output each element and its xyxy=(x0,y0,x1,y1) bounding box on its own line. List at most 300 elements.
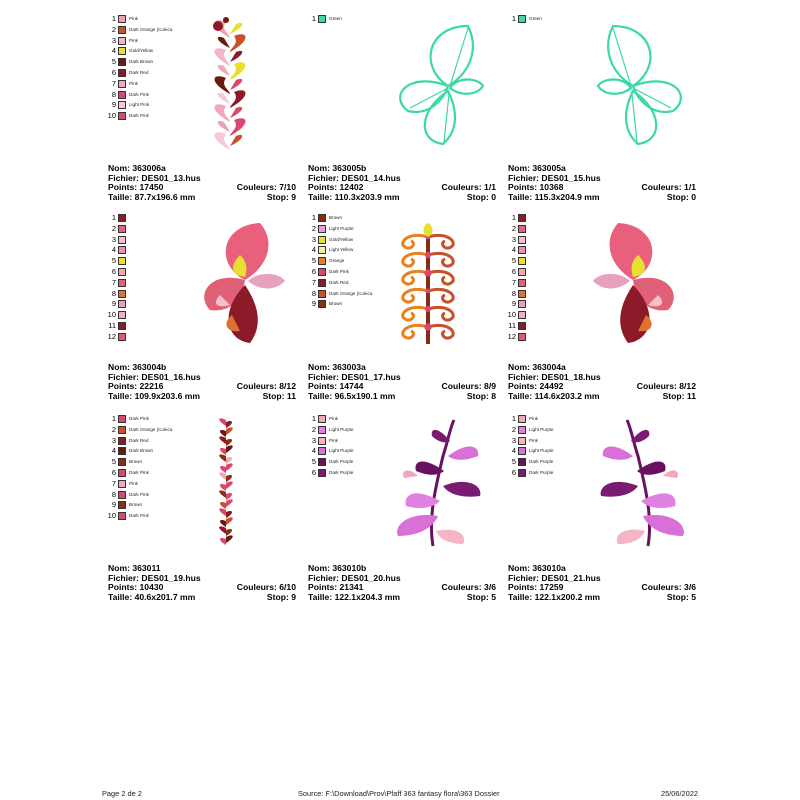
design-file: Fichier: DES01_20.hus xyxy=(308,572,401,583)
thread-color-row xyxy=(508,468,588,479)
thread-color-row xyxy=(108,310,188,321)
embroidery-design-image xyxy=(388,416,488,556)
thread-color-legend xyxy=(508,14,588,25)
design-points: Points: 10368 xyxy=(508,182,564,193)
design-size: Taille: 96.5x190.1 mm xyxy=(308,390,396,401)
thread-color-row xyxy=(108,245,188,256)
design-file: Fichier: DES01_16.hus xyxy=(108,371,201,382)
thread-color-row xyxy=(108,479,188,490)
thread-number: 6 xyxy=(311,467,316,477)
embroidery-design-image xyxy=(200,16,260,156)
thread-color-row xyxy=(108,25,188,36)
thread-number: 5 xyxy=(111,256,116,266)
thread-number: 1 xyxy=(111,14,116,23)
design-name: Nom: 363005a xyxy=(508,163,566,173)
thread-color-row xyxy=(108,299,188,310)
thread-swatch xyxy=(518,257,526,265)
thread-number: 4 xyxy=(111,446,116,456)
thread-color-row xyxy=(508,213,588,224)
thread-color-row xyxy=(508,14,588,25)
design-info xyxy=(108,164,298,202)
design-name: Nom: 363004a xyxy=(508,362,566,372)
thread-color-row xyxy=(508,457,588,468)
thread-number: 2 xyxy=(511,223,516,233)
design-info xyxy=(508,164,698,202)
thread-swatch xyxy=(318,225,326,233)
thread-swatch xyxy=(318,447,326,455)
design-card xyxy=(108,414,298,604)
thread-swatch xyxy=(118,333,126,341)
thread-color-row xyxy=(108,90,188,101)
thread-name: Brown xyxy=(129,459,143,465)
thread-number: 2 xyxy=(111,223,116,233)
thread-name: Pink xyxy=(129,37,138,43)
design-size: Taille: 122.1x204.3 mm xyxy=(308,591,401,602)
thread-name: Pink xyxy=(529,437,538,443)
thread-swatch xyxy=(318,214,326,222)
thread-name: Dark Pink xyxy=(129,91,149,97)
thread-swatch xyxy=(318,469,326,477)
design-colors-count: Couleurs: 8/12 xyxy=(236,381,296,392)
design-colors-count: Couleurs: 1/1 xyxy=(641,182,696,193)
thread-name: Brown xyxy=(329,301,343,307)
thread-number: 1 xyxy=(511,414,516,423)
thread-number: 1 xyxy=(511,213,516,222)
thread-name: Dark Purple xyxy=(329,459,354,465)
thread-color-row xyxy=(308,457,388,468)
thread-color-row xyxy=(308,414,388,425)
thread-color-row xyxy=(108,278,188,289)
thread-swatch xyxy=(318,458,326,466)
thread-color-row xyxy=(108,68,188,79)
thread-swatch xyxy=(518,246,526,254)
design-card xyxy=(508,414,698,604)
thread-color-row xyxy=(508,289,588,300)
thread-swatch xyxy=(318,246,326,254)
thread-color-row xyxy=(108,14,188,25)
design-stops: Stop: 5 xyxy=(666,591,696,602)
thread-number: 1 xyxy=(111,213,116,222)
thread-number: 4 xyxy=(511,446,516,456)
thread-color-row xyxy=(308,446,388,457)
thread-name: Dark Pink xyxy=(129,416,149,421)
design-info xyxy=(308,564,498,602)
thread-number: 4 xyxy=(311,446,316,456)
thread-swatch xyxy=(118,214,126,222)
thread-number: 3 xyxy=(311,435,316,445)
thread-number: 3 xyxy=(111,435,116,445)
thread-color-legend xyxy=(508,213,588,343)
design-info xyxy=(508,564,698,602)
thread-swatch xyxy=(118,512,126,520)
thread-name: Pink xyxy=(529,416,538,421)
thread-number: 8 xyxy=(111,489,116,499)
thread-name: Light Purple xyxy=(329,225,354,231)
thread-swatch xyxy=(118,69,126,77)
thread-number: 7 xyxy=(111,78,116,88)
design-size-row xyxy=(308,392,498,402)
thread-swatch xyxy=(318,290,326,298)
thread-name: Pink xyxy=(329,437,338,443)
design-size-row xyxy=(308,593,498,603)
thread-color-row xyxy=(108,79,188,90)
embroidery-design-image xyxy=(593,16,693,156)
thread-swatch xyxy=(118,15,126,23)
thread-name: Dark Purple xyxy=(529,459,554,465)
design-file: Fichier: DES01_18.hus xyxy=(508,371,601,382)
design-info xyxy=(108,564,298,602)
thread-number: 1 xyxy=(311,14,316,23)
thread-color-row xyxy=(108,414,188,425)
thread-number: 2 xyxy=(111,424,116,434)
thread-number: 6 xyxy=(111,266,116,276)
thread-number: 11 xyxy=(108,320,116,330)
design-name: Nom: 363005b xyxy=(308,163,367,173)
thread-color-legend xyxy=(308,414,388,479)
thread-swatch xyxy=(318,279,326,287)
design-info xyxy=(308,164,498,202)
thread-name: Dark Brown xyxy=(129,448,153,454)
thread-swatch xyxy=(118,101,126,109)
design-card xyxy=(508,14,698,204)
thread-number: 6 xyxy=(111,467,116,477)
thread-color-row xyxy=(308,245,388,256)
thread-color-row xyxy=(508,235,588,246)
thread-color-row xyxy=(108,321,188,332)
footer-page-number: Page 2 de 2 xyxy=(102,789,142,798)
thread-name: Dark Orange (Culeca xyxy=(129,426,173,432)
thread-swatch xyxy=(118,501,126,509)
thread-swatch xyxy=(118,426,126,434)
thread-name: Light Yellow xyxy=(329,247,354,253)
thread-swatch xyxy=(518,458,526,466)
thread-swatch xyxy=(118,480,126,488)
design-colors-count: Couleurs: 8/12 xyxy=(636,381,696,392)
thread-name: Dark Purple xyxy=(329,469,354,475)
design-size-row xyxy=(508,392,698,402)
thread-name: Light Purple xyxy=(529,448,554,454)
design-card xyxy=(308,414,498,604)
thread-swatch xyxy=(118,469,126,477)
thread-color-row xyxy=(508,299,588,310)
thread-color-row xyxy=(508,321,588,332)
thread-color-row xyxy=(108,511,188,522)
design-card xyxy=(308,213,498,403)
design-name: Nom: 363011 xyxy=(108,563,161,573)
thread-name: Brown xyxy=(129,502,143,508)
thread-number: 3 xyxy=(111,35,116,45)
thread-swatch xyxy=(318,236,326,244)
thread-color-row xyxy=(108,490,188,501)
thread-number: 8 xyxy=(111,89,116,99)
design-points: Points: 10430 xyxy=(108,582,164,593)
thread-name: Dark Red xyxy=(129,437,149,443)
thread-color-row xyxy=(308,425,388,436)
thread-swatch xyxy=(318,415,326,423)
design-colors-count: Couleurs: 1/1 xyxy=(441,182,496,193)
thread-swatch xyxy=(118,112,126,120)
design-colors-count: Couleurs: 7/10 xyxy=(236,182,296,193)
thread-swatch xyxy=(118,279,126,287)
thread-swatch xyxy=(518,225,526,233)
design-file: Fichier: DES01_19.hus xyxy=(108,572,201,583)
thread-swatch xyxy=(118,37,126,45)
thread-name: Orange xyxy=(329,258,345,264)
thread-color-legend xyxy=(108,14,188,122)
thread-number: 3 xyxy=(511,435,516,445)
thread-number: 10 xyxy=(507,310,516,320)
embroidery-design-image xyxy=(393,219,463,359)
thread-number: 9 xyxy=(111,500,116,510)
thread-color-legend xyxy=(508,414,588,479)
embroidery-design-image xyxy=(588,215,688,355)
thread-number: 3 xyxy=(511,234,516,244)
thread-color-row xyxy=(108,500,188,511)
thread-color-row xyxy=(108,235,188,246)
thread-number: 12 xyxy=(507,331,516,341)
design-size: Taille: 122.1x200.2 mm xyxy=(508,591,601,602)
thread-swatch xyxy=(118,80,126,88)
thread-number: 9 xyxy=(111,100,116,110)
thread-number: 7 xyxy=(511,277,516,287)
thread-swatch xyxy=(118,236,126,244)
thread-number: 1 xyxy=(311,414,316,423)
design-stops: Stop: 11 xyxy=(662,390,696,401)
design-size-row xyxy=(108,193,298,203)
thread-name: Dark Brown xyxy=(129,59,153,65)
thread-color-row xyxy=(108,224,188,235)
design-name: Nom: 363006a xyxy=(108,163,166,173)
thread-swatch xyxy=(118,225,126,233)
thread-color-row xyxy=(108,213,188,224)
thread-name: Dark Pink xyxy=(129,469,149,475)
thread-swatch xyxy=(518,333,526,341)
thread-swatch xyxy=(118,26,126,34)
thread-number: 4 xyxy=(111,46,116,56)
thread-number: 2 xyxy=(111,24,116,34)
thread-color-legend xyxy=(308,14,388,25)
thread-swatch xyxy=(118,47,126,55)
design-stops: Stop: 9 xyxy=(266,591,296,602)
thread-swatch xyxy=(318,257,326,265)
embroidery-design-image xyxy=(190,215,290,355)
design-size: Taille: 114.6x203.2 mm xyxy=(508,390,600,401)
thread-number: 12 xyxy=(107,331,116,341)
design-size-row xyxy=(108,593,298,603)
thread-swatch xyxy=(118,322,126,330)
thread-name: Dark Pink xyxy=(129,513,149,519)
thread-swatch xyxy=(118,458,126,466)
design-card xyxy=(308,14,498,204)
design-colors-count: Couleurs: 6/10 xyxy=(236,582,296,593)
thread-swatch xyxy=(118,268,126,276)
design-size-row xyxy=(308,193,498,203)
thread-number: 8 xyxy=(511,288,516,298)
thread-number: 10 xyxy=(107,310,116,320)
design-size-row xyxy=(108,392,298,402)
thread-color-row xyxy=(308,267,388,278)
thread-name: Dark Pink xyxy=(129,491,149,497)
thread-swatch xyxy=(518,437,526,445)
thread-color-row xyxy=(108,457,188,468)
thread-color-row xyxy=(508,256,588,267)
thread-number: 7 xyxy=(111,277,116,287)
thread-name: Green xyxy=(329,16,342,21)
thread-number: 1 xyxy=(111,414,116,423)
design-card xyxy=(108,14,298,204)
thread-swatch xyxy=(518,236,526,244)
thread-swatch xyxy=(118,246,126,254)
thread-swatch xyxy=(518,426,526,434)
thread-swatch xyxy=(118,311,126,319)
design-points: Points: 22216 xyxy=(108,381,164,392)
thread-name: Dark Orange (Culeca xyxy=(329,290,373,296)
thread-name: Pink xyxy=(129,480,138,486)
thread-number: 2 xyxy=(311,424,316,434)
thread-color-row xyxy=(108,332,188,343)
thread-name: Gold/Yellow xyxy=(329,236,354,242)
design-size: Taille: 115.3x204.9 mm xyxy=(508,191,600,202)
design-stops: Stop: 0 xyxy=(466,191,496,202)
thread-color-row xyxy=(508,278,588,289)
thread-name: Light Purple xyxy=(329,448,354,454)
thread-color-row xyxy=(508,425,588,436)
thread-name: Light Purple xyxy=(329,426,354,432)
thread-color-row xyxy=(308,468,388,479)
design-info xyxy=(508,363,698,401)
thread-swatch xyxy=(518,469,526,477)
thread-color-row xyxy=(108,57,188,68)
thread-swatch xyxy=(118,91,126,99)
design-name: Nom: 363010b xyxy=(308,563,367,573)
thread-swatch xyxy=(318,437,326,445)
thread-number: 7 xyxy=(311,277,316,287)
thread-swatch xyxy=(518,290,526,298)
thread-color-row xyxy=(108,425,188,436)
design-points: Points: 17450 xyxy=(108,182,164,193)
thread-number: 5 xyxy=(511,256,516,266)
thread-number: 1 xyxy=(511,14,516,23)
thread-color-row xyxy=(108,468,188,479)
thread-number: 8 xyxy=(111,288,116,298)
thread-name: Dark Pink xyxy=(129,113,149,119)
thread-swatch xyxy=(518,268,526,276)
design-points: Points: 21341 xyxy=(308,582,364,593)
thread-number: 6 xyxy=(511,467,516,477)
thread-number: 2 xyxy=(311,223,316,233)
thread-color-row xyxy=(108,111,188,122)
thread-number: 3 xyxy=(111,234,116,244)
design-stops: Stop: 8 xyxy=(466,390,496,401)
design-colors-count: Couleurs: 8/9 xyxy=(441,381,496,392)
thread-color-row xyxy=(508,245,588,256)
design-card xyxy=(108,213,298,403)
thread-number: 5 xyxy=(511,457,516,467)
design-size: Taille: 87.7x196.6 mm xyxy=(108,191,196,202)
design-name: Nom: 363004b xyxy=(108,362,167,372)
thread-name: Pink xyxy=(329,416,338,421)
thread-number: 10 xyxy=(107,111,116,121)
thread-color-row xyxy=(108,256,188,267)
design-stops: Stop: 9 xyxy=(266,191,296,202)
thread-number: 6 xyxy=(311,266,316,276)
thread-number: 9 xyxy=(511,299,516,309)
embroidery-design-image xyxy=(216,416,236,556)
thread-number: 8 xyxy=(311,288,316,298)
thread-name: Dark Red xyxy=(329,279,349,285)
thread-color-row xyxy=(508,267,588,278)
thread-number: 4 xyxy=(311,245,316,255)
thread-swatch xyxy=(318,426,326,434)
footer-date: 25/06/2022 xyxy=(661,789,698,798)
thread-swatch xyxy=(118,300,126,308)
thread-color-row xyxy=(108,100,188,111)
thread-swatch xyxy=(518,300,526,308)
thread-swatch xyxy=(518,415,526,423)
thread-swatch xyxy=(518,322,526,330)
design-size-row xyxy=(508,593,698,603)
thread-color-row xyxy=(308,14,388,25)
thread-name: Dark Pink xyxy=(329,268,349,274)
thread-name: Dark Purple xyxy=(529,469,554,475)
design-stops: Stop: 11 xyxy=(262,390,296,401)
design-points: Points: 17259 xyxy=(508,582,564,593)
thread-color-legend xyxy=(108,213,188,343)
design-file: Fichier: DES01_14.hus xyxy=(308,172,401,183)
thread-color-row xyxy=(308,436,388,447)
design-file: Fichier: DES01_13.hus xyxy=(108,172,201,183)
design-stops: Stop: 0 xyxy=(666,191,696,202)
thread-name: Pink xyxy=(129,80,138,86)
thread-color-row xyxy=(308,224,388,235)
thread-number: 9 xyxy=(311,299,316,309)
design-file: Fichier: DES01_21.hus xyxy=(508,572,601,583)
thread-color-row xyxy=(108,46,188,57)
thread-number: 6 xyxy=(511,266,516,276)
thread-swatch xyxy=(518,311,526,319)
design-info xyxy=(108,363,298,401)
thread-swatch xyxy=(118,447,126,455)
thread-color-row xyxy=(508,414,588,425)
thread-number: 2 xyxy=(511,424,516,434)
embroidery-design-image xyxy=(593,416,693,556)
thread-color-row xyxy=(108,289,188,300)
thread-color-row xyxy=(308,289,388,300)
thread-color-row xyxy=(308,299,388,310)
thread-name: Brown xyxy=(329,215,343,220)
thread-number: 11 xyxy=(508,320,516,330)
thread-swatch xyxy=(518,15,526,23)
design-colors-count: Couleurs: 3/6 xyxy=(441,582,496,593)
design-stops: Stop: 5 xyxy=(466,591,496,602)
thread-name: Light Purple xyxy=(529,426,554,432)
thread-number: 6 xyxy=(111,67,116,77)
thread-color-row xyxy=(308,256,388,267)
thread-color-row xyxy=(108,36,188,47)
thread-color-row xyxy=(508,446,588,457)
thread-swatch xyxy=(318,268,326,276)
thread-name: Light Pink xyxy=(129,102,150,108)
thread-swatch xyxy=(118,58,126,66)
thread-swatch xyxy=(518,214,526,222)
design-card xyxy=(508,213,698,403)
thread-color-row xyxy=(308,278,388,289)
thread-swatch xyxy=(518,279,526,287)
thread-number: 5 xyxy=(111,57,116,67)
thread-swatch xyxy=(118,437,126,445)
thread-name: Dark Orange (Culeca xyxy=(129,26,173,32)
embroidery-design-image xyxy=(388,16,488,156)
